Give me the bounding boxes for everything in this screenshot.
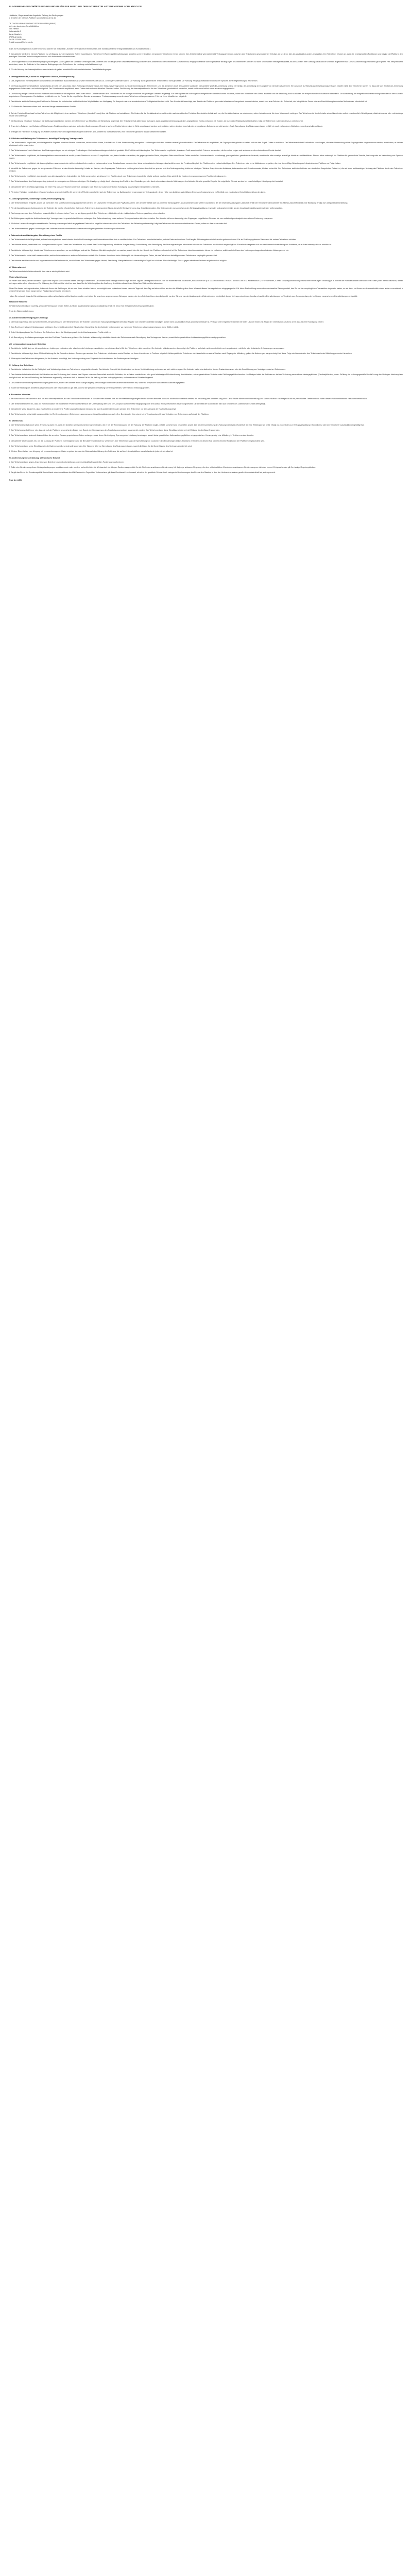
section-paragraph: 3. Der Anbieter ist berechtigt, Inhalte des Teilnehmers zu speichern, zu vervielfältigen und auf der Plattform öffentlich zugänglich zu machen, soweit dies für den Betrieb der Plattform erforderlich ist. Der Teilnehmer räumt dem Anbieter hierzu ein einfaches, zeitlich auf die Dauer des Nutzungsvertrages beschränktes Nutzungsrecht ein. xyxy=(9,249,289,251)
document-end: Ende der AGB xyxy=(9,479,22,482)
address-line: Berlin Straße 9 xyxy=(9,33,22,36)
address-line: DE CAGRI MEHMED HEIMSTÄTTER LIMITED (BRKIT) xyxy=(9,23,57,25)
section-paragraph: 8. Der Anbieter kann den Nutzungsvertrag mit einer Frist von zwei Wochen ordentlich kündigen. Das Recht zur außerordentlichen Kündigung aus wichtigem Grund bleibt unberührt. xyxy=(9,185,160,188)
section-paragraph: 8. Erwerbe im Rahmen von Guthaben (Abbuchungen Punkte) erfolgen nach den geltenden Bestimmungen. Einmal erworbene Punkte können nicht in Geld umgetauscht werden und verfallen, sofern sie nicht innerhalb des angegebenen Zeitraums genutzt werden. Nach Beendigung des Nutzungsvertrages verfällt ein noch vorhandenes Guthaben, soweit gesetzlich zulässig. xyxy=(9,125,323,128)
section-paragraph: 4. Der Teilnehmer ist selbst dafür verantwortlich, bei Treffen mit anderen Teilnehmern angemessene Vorsichtsmaßnahmen zu treffen. Der Anbieter übernimmt keine Verantwortung für das Verhalten von Teilnehmern außerhalb der Plattform. xyxy=(9,413,210,416)
section-paragraph: 9. Anfragen im Falle einer Kündigung des Nutzers werden nach den allgemeinen Regeln bearbeitet. Der Anbieter ist nicht verpflichtet, vom Teilnehmer gelöschte Inhalte wiederherzustellen. xyxy=(9,130,167,133)
section-subheading: Besondere Hinweise xyxy=(9,301,28,303)
terms-sections xyxy=(9,48,403,474)
section-heading: IV. Zahlungsoptionen, notwendige Daten, Rechnungslegung xyxy=(9,197,65,200)
section-paragraph: 1. Der Teilnehmer kann gegen Ansprüche von Betreibern nur mit unbestrittenen oder rechtskräftig festgestellten Forderungen aufrechnen. xyxy=(9,461,125,463)
address-line: Elek Herbst xyxy=(9,28,19,30)
section-paragraph: 2. Die Nutzung der Internetplattform www.lorlando.de setzt den Abschluss eines Nutzungsvertrages voraus. Der Nutzungsvertrag kommt durch die Anmeldung des Teilnehmers und die Annahme durch den Anbieter zustande. Der Anbieter prüft die Anmeldung und ist berechtigt, die Anmeldung ohne Angabe von Gründen abzulehnen. Ein Anspruch auf Abschluss eines Nutzungsvertrages besteht nicht. Der Teilnehmer sichert zu, dass alle von ihm bei der Anmeldung angegebenen Daten wahr und vollständig sind. Der Teilnehmer ist verpflichtet, seine Daten stets auf dem aktuellen Stand zu halten. Die Nutzung der Internetplattform ist für den Teilnehmer grundsätzlich kostenlos, soweit nicht ausdrücklich etwas anderes angegeben ist. xyxy=(9,84,403,90)
section-paragraph: 2. Sollte eine Bestimmung dieser Vertragsbedingungen unwirksam sein oder werden, so berührt dies die Wirksamkeit der übrigen Bestimmungen nicht. An die Stelle der unwirksamen Bestimmung tritt diejenige wirksame Regelung, die dem wirtschaftlichen Zweck der unwirksamen Bestimmung am nächsten kommt. Entsprechendes gilt für etwaige Regelungslücken. xyxy=(9,466,316,468)
section-paragraph: 4. Soweit die Haftung des Anbieters ausgeschlossen oder beschränkt ist, gilt dies auch für die persönliche Haftung seiner Angestellten, Vertreter und Erfüllungsgehilfen. xyxy=(9,386,150,389)
section-paragraph: 1. Der Anbieter haftet nicht für die Richtigkeit und Vollständigkeit der von Teilnehmern eingestellten Inhalte. Der Anbieter überprüft die Inhalte nicht vor deren Veröffentlichung und macht sie sich nicht zu eigen. Der Anbieter haftet ebenfalls nicht für das Zustandekommen oder die Durchführung von Verträgen zwischen Teilnehmern. xyxy=(9,368,286,371)
section-paragraph: 4. Der Anbieter setzt Cookies ein, um die Nutzung der Plattform zu ermöglichen und die Benutzerfreundlichkeit zu verbessern. Der Teilnehmer kann die Speicherung von Cookies in den Einstellungen seines Browsers verhindern; in diesem Fall können einzelne Funktionen der Plattform eingeschränkt sein. xyxy=(9,439,265,442)
terms-section xyxy=(9,112,403,133)
address-line: 57070 Arnstein xyxy=(9,36,22,38)
section-paragraph: 3. Es gilt das Recht der Bundesrepublik Deutschland unter Ausschluss des UN-Kaufrechts. Gegenüber Verbrauchern gilt diese Rechtswahl nur insoweit, als nicht der gewährte Schutz durch zwingende Bestimmungen des Rechts des Staates, in dem der Verbraucher seinen gewöhnlichen Aufenthalt hat, entzogen wird. xyxy=(9,471,276,473)
section-paragraph: 6. Der Teilnehmer kann gegen Forderungen des Anbieters nur mit unbestrittenen oder rechtskräftig festgestellten Forderungen aufrechnen. xyxy=(9,228,126,230)
address-email: E-Mail: support@lorlando.de xyxy=(9,41,33,43)
intro-line: 1. Anbieter der Internet-Plattform www.lorlando.de ist die xyxy=(9,17,57,20)
section-subheading: Widerrufsbelehrung xyxy=(9,276,27,278)
terms-section xyxy=(9,234,403,262)
section-paragraph: 3. Rechnungen werden dem Teilnehmer ausschließlich in elektronischer Form zur Verfügung gestellt. Der Teilnehmer erklärt sich mit der elektronischen Rechnungsstellung einverstanden. xyxy=(9,212,166,214)
terms-section xyxy=(9,198,403,231)
section-heading: VII. Laufzeit und Beendigung des Vertrags xyxy=(9,316,48,319)
address-line: Tel: 06 1234567890 xyxy=(9,38,26,41)
section-paragraph: 1. Der Nutzungsvertrag wird auf unbestimmte Zeit geschlossen. Der Teilnehmer und der Anbieter können den Nutzungsvertrag jederzeit ohne Angabe von Gründen ordentlich kündigen, soweit nicht ausdrücklich etwas anderes vereinbart ist. Verträge über entgeltliche Dienste mit fester Laufzeit enden mit Ablauf der vereinbarten Laufzeit, ohne dass es einer Kündigung bedarf. xyxy=(9,320,324,323)
section-paragraph: 2. Für die Abwicklung der Zahlung erhebt der Anbieter die hierfür erforderlichen Daten des Teilnehmers, insbesondere Name, Anschrift, Bankverbindung bzw. Kreditkartendaten. Die Daten werden nur zum Zweck der Zahlungsabwicklung verwendet und gegebenenfalls an den beauftragten Zahlungsdienstleister weitergegeben. xyxy=(9,207,283,209)
section-paragraph: 1. Der Teilnehmer hat die Möglichkeit, auf der Internetplattform www.lorlando.de ein Profil anzulegen und Informationen über sich zu veröffentlichen. Der Teilnehmer entscheidet selbst, welche Daten er in seinem Profil angibt. Pflichtangaben sind als solche gekennzeichnet. Die im Profil angegebenen Daten sind für andere Teilnehmer sichtbar. xyxy=(9,239,296,241)
section-paragraph: 4. Bei Zahlungsverzug ist der Anbieter berechtigt, Verzugszinsen in gesetzlicher Höhe zu verlangen. Die Geltendmachung eines weiteren Verzugsschadens bleibt vorbehalten. Der Anbieter ist ferner berechtigt, den Zugang zu entgeltlichen Diensten bis zum vollständigen Ausgleich der offenen Forderung zu sperren. xyxy=(9,217,273,220)
section-paragraph: 7. Die Bezahlung erfolgt per Vorkasse. Die Zahlungsmöglichkeiten werden dem Teilnehmer vor Abschluss der Bestellung angezeigt. Der Teilnehmer hat dafür Sorge zu tragen, dass ausreichend Deckung auf dem angegebenen Konto vorhanden ist. Kosten, die durch eine Rücklastschrift entstehen, trägt der Teilnehmer, sofern er diese zu vertreten hat. xyxy=(9,120,303,123)
section-paragraph: Wenn Sie diesen Vertrag widerrufen, haben wir Ihnen alle Zahlungen, die wir von Ihnen erhalten haben, unverzüglich und spätestens binnen vierzehn Tagen ab dem Tag zurückzuzahlen, an dem die Mitteilung über Ihren Widerruf dieses Vertrags bei uns eingegangen ist. Für diese Rückzahlung verwenden wir dasselbe Zahlungsmittel, das Sie bei der ursprünglichen Transaktion eingesetzt haben, es sei denn, mit Ihnen wurde ausdrücklich etwas anderes vereinbart; in keinem Fall werden Ihnen wegen dieser Rückzahlung Entgelte berechnet. xyxy=(9,287,403,293)
section-paragraph: Der Teilnehmer hat ein Widerrufsrecht, über das er wie folgt belehrt wird: xyxy=(9,270,70,273)
section-paragraph: 4. Für die Nutzung der Internetplattform www.lorlando.de gelten ausschließlich die nachstehenden Geschäftsbedingungen. xyxy=(9,69,112,71)
section-paragraph: 2. Das Recht zur fristlosen Kündigung aus wichtigem Grund bleibt unberührt. Ein wichtiger Grund liegt für den Anbieter insbesondere vor, wenn der Teilnehmer schwerwiegend gegen diese AGB verstößt. xyxy=(9,326,179,328)
section-paragraph: 6. Bei der Funktion Einverkauf hat der Teilnehmer die Möglichkeit, einen weiteren Teilnehmer (fremde Person) über die Plattform zu kontaktieren. Die Kosten für die Kontaktaufnahme richten sich nach der aktuellen Preisliste. Der Anbieter behält sich vor, die Kontaktaufnahme zu unterbinden, sofern Anhaltspunkte für einen Missbrauch vorliegen. Der Teilnehmer ist für die Inhalte seiner Nachrichten selbst verantwortlich. Beleidigende, diskriminierende oder rechtswidrige Inhalte sind untersagt. xyxy=(9,112,403,117)
terms-section xyxy=(9,48,403,72)
terms-section xyxy=(9,394,403,416)
section-paragraph: 6. Der Teilnehmer ist verpflichtet, den Anbieter von allen Ansprüchen freizustellen, die Dritte wegen einer Verletzung ihrer Rechte durch vom Teilnehmer eingestellte Inhalte geltend machen. Dies schließt die Kosten einer angemessenen Rechtsverteidigung ein. xyxy=(9,175,227,178)
section-paragraph: 5. Wird eine Lastschrift mangels ausreichender Deckung oder wegen falsch angegebener Daten nicht eingelöst oder widerspricht der Teilnehmer der Belastung unberechtigt, trägt der Teilnehmer die dadurch entstehenden Kosten, sofern er dies zu vertreten hat. xyxy=(9,223,228,225)
section-paragraph: Haben Sie verlangt, dass die Dienstleistungen während der Widerrufsfrist beginnen sollen, so haben Sie uns einen angemessenen Betrag zu zahlen, der dem Anteil der bis zu dem Zeitpunkt, zu dem Sie uns von der Ausübung des Widerrufsrechts hinsichtlich dieses Vertrags unterrichten, bereits erbrachten Dienstleistungen im Vergleich zum Gesamtumfang der im Vertrag vorgesehenen Dienstleistungen entspricht. xyxy=(9,295,358,298)
section-paragraph: 5. Für Preise für Personen richten sich nach der Menge der erworbenen Punkte. xyxy=(9,106,76,108)
section-paragraph: 6. Weitere Einzelheiten zum Umgang mit personenbezogenen Daten ergeben sich aus der Datenschutzerklärung des Anbieters, die auf der Internetplattform www.lorlando.de jederzeit abrufbar ist. xyxy=(9,450,173,452)
section-paragraph: 2. Der Anbieter erhebt, verarbeitet und nutzt personenbezogene Daten des Teilnehmers nur, soweit dies für die Begründung, inhaltliche Ausgestaltung, Durchführung oder Beendigung des Nutzungsvertrages erforderlich ist oder der Teilnehmer ausdrücklich eingewilligt hat. Einzelheiten ergeben sich aus der Datenschutzerklärung des Anbieters, die auf der Internetplattform abrufbar ist. xyxy=(9,244,332,246)
section-paragraph: Sie haben das Recht, binnen vierzehn Tagen ohne Angabe von Gründen diesen Vertrag zu widerrufen. Die Widerrufsfrist beträgt vierzehn Tage ab dem Tag des Vertragsabschlusses. Um Ihr Widerrufsrecht auszuüben, müssen Sie uns (DE CAGRI MEHMED HEIMSTÄTTER LIMITED, Keltenstraße 3, 57070 Arnstein, E-Mail: support@lorlando.de) mittels einer eindeutigen Erklärung (z. B. ein mit der Post versandter Brief oder eine E-Mail) über Ihren Entschluss, diesen Vertrag zu widerrufen, informieren. Zur Wahrung der Widerrufsfrist reicht es aus, dass Sie die Mitteilung über die Ausübung des Widerrufsrechts vor Ablauf der Widerrufsfrist absenden. xyxy=(9,279,403,285)
section-paragraph: 2. Der Teilnehmer darf nach Abschluss des Nutzungsvertrages nur ein einziges Profil anlegen. Mehrfachanmeldungen sind nicht gestattet. Ein Profil ist nicht übertragbar. Der Teilnehmer ist verpflichtet, in seinem Profil ausschließlich Fotos zu verwenden, die ihn selbst zeigen und an denen er die erforderlichen Rechte besitzt. xyxy=(9,149,281,151)
section-paragraph: 5. Verstößt der Teilnehmer gegen die vorgenannten Pflichten, ist der Anbieter berechtigt, Inhalte zu löschen, den Zugang des Teilnehmers vorübergehend oder dauerhaft zu sperren und den Nutzungsvertrag fristlos zu kündigen. Weitere Ansprüche des Anbieters, insbesondere auf Schadensersatz, bleiben unberührt. Der Teilnehmer stellt den Anbieter von sämtlichen Ansprüchen Dritter frei, die auf einer rechtswidrigen Nutzung der Plattform durch den Teilnehmer beruhen. xyxy=(9,167,403,173)
section-paragraph: 7. Der Teilnehmer kann den Nutzungsvertrag jederzeit ohne Angabe von Gründen kündigen. Die Kündigung erfolgt durch Löschung des Profils in den Einstellungen oder durch eine entsprechende Mitteilung an den Anbieter. Bereits gezahlte Entgelte für entgeltliche Dienste werden bei einer freiwilligen Kündigung nicht erstattet. xyxy=(9,180,284,183)
section-paragraph: 2. Der Anbieter ist berechtigt, diese AGB mit Wirkung für die Zukunft zu ändern. Änderungen werden dem Teilnehmer mindestens sechs Wochen vor ihrem Inkrafttreten in Textform mitgeteilt. Widerspricht der Teilnehmer nicht innerhalb von sechs Wochen nach Zugang der Mitteilung, gelten die Änderungen als genehmigt. Auf diese Folge wird der Anbieter den Teilnehmer in der Mitteilung gesondert hinweisen. xyxy=(9,352,352,355)
section-paragraph: 2. Der Teilnehmer erkennt an, dass die Kommunikation mit moderierten Profilen ausschließlich der Unterhaltung dient und kein Anspruch auf eine reale Begegnung oder den Aufbau einer persönlichen Beziehung besteht. Die Identität der Moderatoren wird aus Gründen des Datenschutzes nicht offengelegt. xyxy=(9,402,266,405)
section-paragraph: 1. Das Angebot der Internetplattform www.lorlando.de richtet sich ausschließlich an private Teilnehmer, die das 18. Lebensjahr vollendet haben. Die Nutzung durch gewerbliche Teilnehmer ist nicht gestattet. Die Nutzung erfolgt grundsätzlich in deutscher Sprache. Eine Registrierung ist erforderlich. xyxy=(9,79,258,82)
section-paragraph: Ihr Widerrufsrecht erlischt vorzeitig, wenn der Vertrag von beiden Seiten auf Ihren ausdrücklichen Wunsch vollständig erfüllt ist, bevor Sie Ihr Widerrufsrecht ausgeübt haben. xyxy=(9,304,154,307)
section-paragraph: 1. Der Teilnehmer ist verpflichtet, wahrheitsgemäße Angaben zu seiner Person zu machen, insbesondere Name, Anschrift und E-Mail-Adresse richtig anzugeben. Änderungen sind dem Anbieter unverzüglich mitzuteilen. Der Teilnehmer ist verpflichtet, die Zugangsdaten geheim zu halten und vor dem Zugriff Dritter zu schützen. Der Teilnehmer haftet für sämtliche Handlungen, die unter Verwendung seiner Zugangsdaten vorgenommen werden, es sei denn, er hat den Missbrauch nicht zu vertreten. xyxy=(9,141,403,146)
section-paragraph: 3. Widerspricht der Teilnehmer fristgerecht, ist der Anbieter berechtigt, den Nutzungsvertrag zum Zeitpunkt des Inkrafttretens der Änderungen zu kündigen. xyxy=(9,358,139,360)
section-paragraph: 3. Der Anbieter weist darauf hin, dass Nachrichten an moderierte Profile kostenpflichtig sein können. Die jeweils anfallenden Kosten werden dem Teilnehmer vor dem Versand der Nachricht angezeigt. xyxy=(9,408,177,411)
intro-heading: I. Anbieter, Gegenstand des Angebots, Geltung der Bedingungen xyxy=(9,14,63,16)
section-paragraph: 3. Der Teilnehmer ist verpflichtet, die Internetplattform www.lorlando.de nur für private Zwecke zu nutzen. Er verpflichtet sich, keine Inhalte einzustellen, die gegen geltendes Recht, die guten Sitten oder Rechte Dritter verstoßen. Insbesondere ist es untersagt, pornografische, gewaltverherrlichende, rassistische oder sonstige anstößige Inhalte zu veröffentlichen. Ebenso ist es untersagt, die Plattform für gewerbliche Zwecke, Werbung oder zur Verbreitung von Spam zu nutzen. xyxy=(9,154,403,159)
section-heading: III. Pflichten und Haftung des Teilnehmers, freiwillige Kündigung, Vertragsstrafe xyxy=(9,137,83,140)
terms-section xyxy=(9,317,403,339)
section-paragraph: 3. Die Nutzung einiger Dienste auf der Plattform www.lorlando.de ist entgeltlich. Die Kosten dieser Dienste werden dem Teilnehmer vor der Inanspruchnahme des jeweiligen Dienstes angezeigt. Ein Vertrag über die Nutzung eines entgeltlichen Dienstes kommt zustande, indem der Teilnehmer den Dienst auswählt und die Bestellung durch Anklicken der entsprechenden Schaltfläche abschließt. Die Abrechnung der entgeltlichen Dienste erfolgt über die von dem Anbieter angebotenen Zahlungsarten. Der Anbieter behält sich vor, die Preise für die entgeltlichen Dienste anzupassen. Preisanpassungen werden dem Teilnehmer mit angemessener Frist vor ihrem Inkrafttreten mitgeteilt. xyxy=(9,92,403,97)
intro xyxy=(9,14,403,20)
terms-section xyxy=(9,364,403,389)
provider-address xyxy=(9,23,403,44)
section-paragraph: 1. Bei www.lorlando.de handelt es sich um eine Internetplattform, auf der Teilnehmer miteinander in Kontakt treten können. Die auf der Plattform angezeigten Profile können teilweise auch von Moderatoren betreut werden, die im Auftrag des Anbieters tätig sind. Diese Profile dienen der Unterhaltung und Kommunikation. Ein Anspruch auf ein persönliches Treffen mit den hinter diesen Profilen stehenden Personen besteht nicht. xyxy=(9,397,368,400)
section-paragraph: 3. Jede Kündigung bedarf der Textform. Der Teilnehmer kann die Kündigung auch durch Löschung seines Profils erklären. xyxy=(9,331,111,333)
section-heading: V. Datenschutz und Weitergabe, Einrichtung eines Profils xyxy=(9,234,62,237)
section-paragraph: 2. Der Teilnehmer willigt ferner ein, dass die auf der Plattform gespeicherten Daten zum Zweck der Verbesserung des Angebots anonymisiert ausgewertet werden. Der Teilnehmer kann diese Einwilligung jederzeit mit Wirkung für die Zukunft widerrufen. xyxy=(9,429,220,432)
section-paragraph: 4. Der Teilnehmer ist verpflichtet, die Internetplattform www.lorlando.de nicht missbräuchlich zu nutzen, insbesondere keine Schadsoftware zu verbreiten, keine automatisierten Abfragen durchzuführen und die Funktionsfähigkeit der Plattform nicht zu beeinträchtigen. Der Teilnehmer wird keine Maßnahmen ergreifen, die eine übermäßige Belastung der Infrastruktur der Plattform zur Folge haben. xyxy=(9,162,341,165)
section-paragraph: (Falls Sie Kontakt per nicht-nutzen möchten, können Sie im Bereich „Kontakt“ eine Nachricht hinterlassen. Die Kontaktaufnahme erfolgt direkt über das Kontaktformular.) xyxy=(9,47,151,50)
terms-section xyxy=(9,76,403,109)
section-paragraph: 1. Der Anbieter behält sich vor, die angebotenen Leistungen zu ändern oder abweichende Leistungen anzubieten, es sei denn, dies ist für den Teilnehmer nicht zumutbar. Der Anbieter ist insbesondere berechtigt, die Plattform technisch weiterzuentwickeln und an geänderte rechtliche oder technische Anforderungen anzupassen. xyxy=(9,347,285,350)
section-heading: XII. Aufrechnungsbeschränkung, salvatorische Klausel xyxy=(9,456,60,459)
section-paragraph: 4. Der Anbieter stellt die Nutzung der Plattform im Rahmen der technischen und betrieblichen Möglichkeiten zur Verfügung. Ein Anspruch auf eine ununterbrochene Verfügbarkeit besteht nicht. Der Anbieter ist berechtigt, den Betrieb der Plattform ganz oder teilweise vorübergehend einzuschränken, soweit dies aus Gründen der Sicherheit, der Integrität der Server oder zur Durchführung technischer Maßnahmen erforderlich ist. xyxy=(9,100,368,103)
terms-section xyxy=(9,457,403,474)
section-heading: X. Besondere Hinweise xyxy=(9,393,30,396)
terms-section xyxy=(9,138,403,194)
section-paragraph: 5. Der Anbieter setzt technische und organisatorische Maßnahmen ein, um die Daten des Teilnehmers gegen Verlust, Zerstörung, Manipulation und unberechtigten Zugriff zu schützen. Ein vollständiger Schutz gegen sämtliche Gefahren ist jedoch nicht möglich. xyxy=(9,259,227,262)
section-paragraph: 9. Für jeden Fall einer vorsätzlichen Zuwiderhandlung gegen die in Ziffer III. genannten Pflichten verpflichtet sich der Teilnehmer zur Zahlung einer angemessenen Vertragsstrafe, deren Höhe vom Anbieter nach billigem Ermessen festgesetzt und im Streitfall vom zuständigen Gericht überprüft werden kann. xyxy=(9,191,266,193)
section-heading: XI. Datenschutz xyxy=(9,420,24,422)
terms-section xyxy=(9,343,403,360)
section-heading: II. Vertragsabschluss, Kosten für entgeltliche Dienste, Preisanpassung xyxy=(9,75,75,78)
section-paragraph: 1. Der Teilnehmer kann Entgelte, soweit sie nicht über eine Mobilfunkrechnung abgerechnet werden, per Lastschrift, Kreditkarte oder PayPal bezahlen. Der Anbieter behält sich vor, einzelne Zahlungsarten auszuschließen oder weitere anzubieten. Bei der Wahl der Zahlungsart Lastschrift erteilt der Teilnehmer dem Anbieter ein SEPA-Lastschriftmandat. Die Belastung erfolgt zum Zeitpunkt der Bestellung. xyxy=(9,201,348,204)
section-paragraph: 2. Der Anbieter haftet unbeschränkt für Schäden aus der Verletzung des Lebens, des Körpers oder der Gesundheit sowie für Schäden, die auf einer vorsätzlichen oder grob fahrlässigen Pflichtverletzung des Anbieters, seiner gesetzlichen Vertreter oder Erfüllungsgehilfen beruhen. Im Übrigen haftet der Anbieter nur bei der Verletzung wesentlicher Vertragspflichten (Kardinalpflichten), deren Erfüllung die ordnungsgemäße Durchführung des Vertrages überhaupt erst ermöglicht und auf deren Einhaltung der Teilnehmer regelmäßig vertrauen darf. In diesem Fall ist die Haftung auf den vertragstypischen, vorhersehbaren Schaden begrenzt. xyxy=(9,374,403,379)
section-heading: VI. Widerrufsrecht xyxy=(9,266,26,268)
section-heading: VIII. Leistungsänderung durch Betreiber xyxy=(9,343,46,346)
section-paragraph: 3. Der Teilnehmer kann jederzeit Auskunft über die zu seiner Person gespeicherten Daten verlangen sowie deren Berichtigung, Sperrung oder Löschung beantragen, soweit keine gesetzlichen Aufbewahrungspflichten entgegenstehen. Hierzu genügt eine Mitteilung in Textform an den Anbieter. xyxy=(9,434,254,437)
section-paragraph: 3. Die vorstehenden Haftungsbeschränkungen gelten nicht, soweit der Anbieter einen Mangel arglistig verschwiegen oder eine Garantie übernommen hat, sowie für Ansprüche nach dem Produkthaftungsgesetz. xyxy=(9,381,185,384)
section-paragraph: 4. Der Teilnehmer ist selbst dafür verantwortlich, welche Informationen er anderen Teilnehmern mitteilt. Der Anbieter übernimmt keine Haftung für die Verwendung von Daten, die der Teilnehmer freiwillig anderen Teilnehmern zugänglich gemacht hat. xyxy=(9,254,217,257)
section-paragraph: 3. Diese Allgemeinen Geschäftsbedingungen (nachfolgend „AGB“) gelten für sämtliche Leistungen des Anbieters und für die gesamte Geschäftsbeziehung zwischen dem Anbieter und dem Teilnehmer. Abweichende, entgegenstehende oder ergänzende Bedingungen des Teilnehmers werden nur dann und insoweit Vertragsbestandteil, als der Anbieter ihrer Geltung ausdrücklich schriftlich zugestimmt hat. Dieses Zustimmungserfordernis gilt in jedem Fall, beispielsweise auch dann, wenn der Anbieter in Kenntnis der Bedingungen des Teilnehmers die Leistung vorbehaltlos erbringt. xyxy=(9,61,403,66)
section-heading: IX. Haftung des Betreibers xyxy=(9,364,33,367)
section-paragraph: Ende der Widerrufsbelehrung xyxy=(9,310,34,312)
section-paragraph: 5. Der Teilnehmer kann seine Einwilligung in die Datenverarbeitung jederzeit widerrufen. Der Widerruf führt zur Beendigung des Nutzungsvertrages, soweit die Daten für die Durchführung des Vertrages erforderlich sind. xyxy=(9,445,192,447)
address-line: Vertreten durch den Geschäftsführer xyxy=(9,25,40,28)
terms-section xyxy=(9,266,403,313)
terms-page xyxy=(0,0,412,496)
section-paragraph: 1. Der Teilnehmer willigt durch seine Anmeldung darin ein, dass der Anbieter seine personenbezogenen Daten, die er bei der Anmeldung und bei der Nutzung der Plattform angibt, erhebt, speichert und verarbeitet, soweit dies für die Durchführung des Nutzungsvertrages erforderlich ist. Eine Weitergabe an Dritte erfolgt nur, soweit dies zur Vertragsabwicklung erforderlich ist oder der Teilnehmer ausdrücklich eingewilligt hat. xyxy=(9,424,365,427)
terms-section xyxy=(9,420,403,453)
section-paragraph: 2. Der Anbieter stellt eine Internet-Plattform zur Verfügung, auf der registrierte Nutzer (nachfolgend „Teilnehmer“) Waren und Dienstleistungen anbieten und in Interaktion mit anderen Teilnehmern treten können. Der Anbieter selbst wird dabei nicht Vertragspartner der zwischen den Teilnehmern geschlossenen Verträge, es sei denn, dies ist ausdrücklich anders angegeben. Der Teilnehmer erkennt an, dass die bereitgestellten Funktionen und Inhalte der Plattform dem jeweiligen Stand der Technik entsprechen und sich fortlaufend weiterentwickeln. xyxy=(9,53,403,58)
section-paragraph: 4. Mit Beendigung des Nutzungsvertrages wird das Profil des Teilnehmers gelöscht. Der Anbieter ist berechtigt, sämtliche Inhalte des Teilnehmers nach Beendigung des Vertrages zu löschen, soweit keine gesetzlichen Aufbewahrungspflichten entgegenstehen. xyxy=(9,336,227,338)
page-title: ALLGEMEINE GESCHÄFTSBEDINGUNGEN FÜR DIE NUTZUNG DER INTERNETPLATTFORM WWW.LORLANDO.DE xyxy=(9,5,142,8)
address-line: Keltenstraße 3 xyxy=(9,30,21,33)
